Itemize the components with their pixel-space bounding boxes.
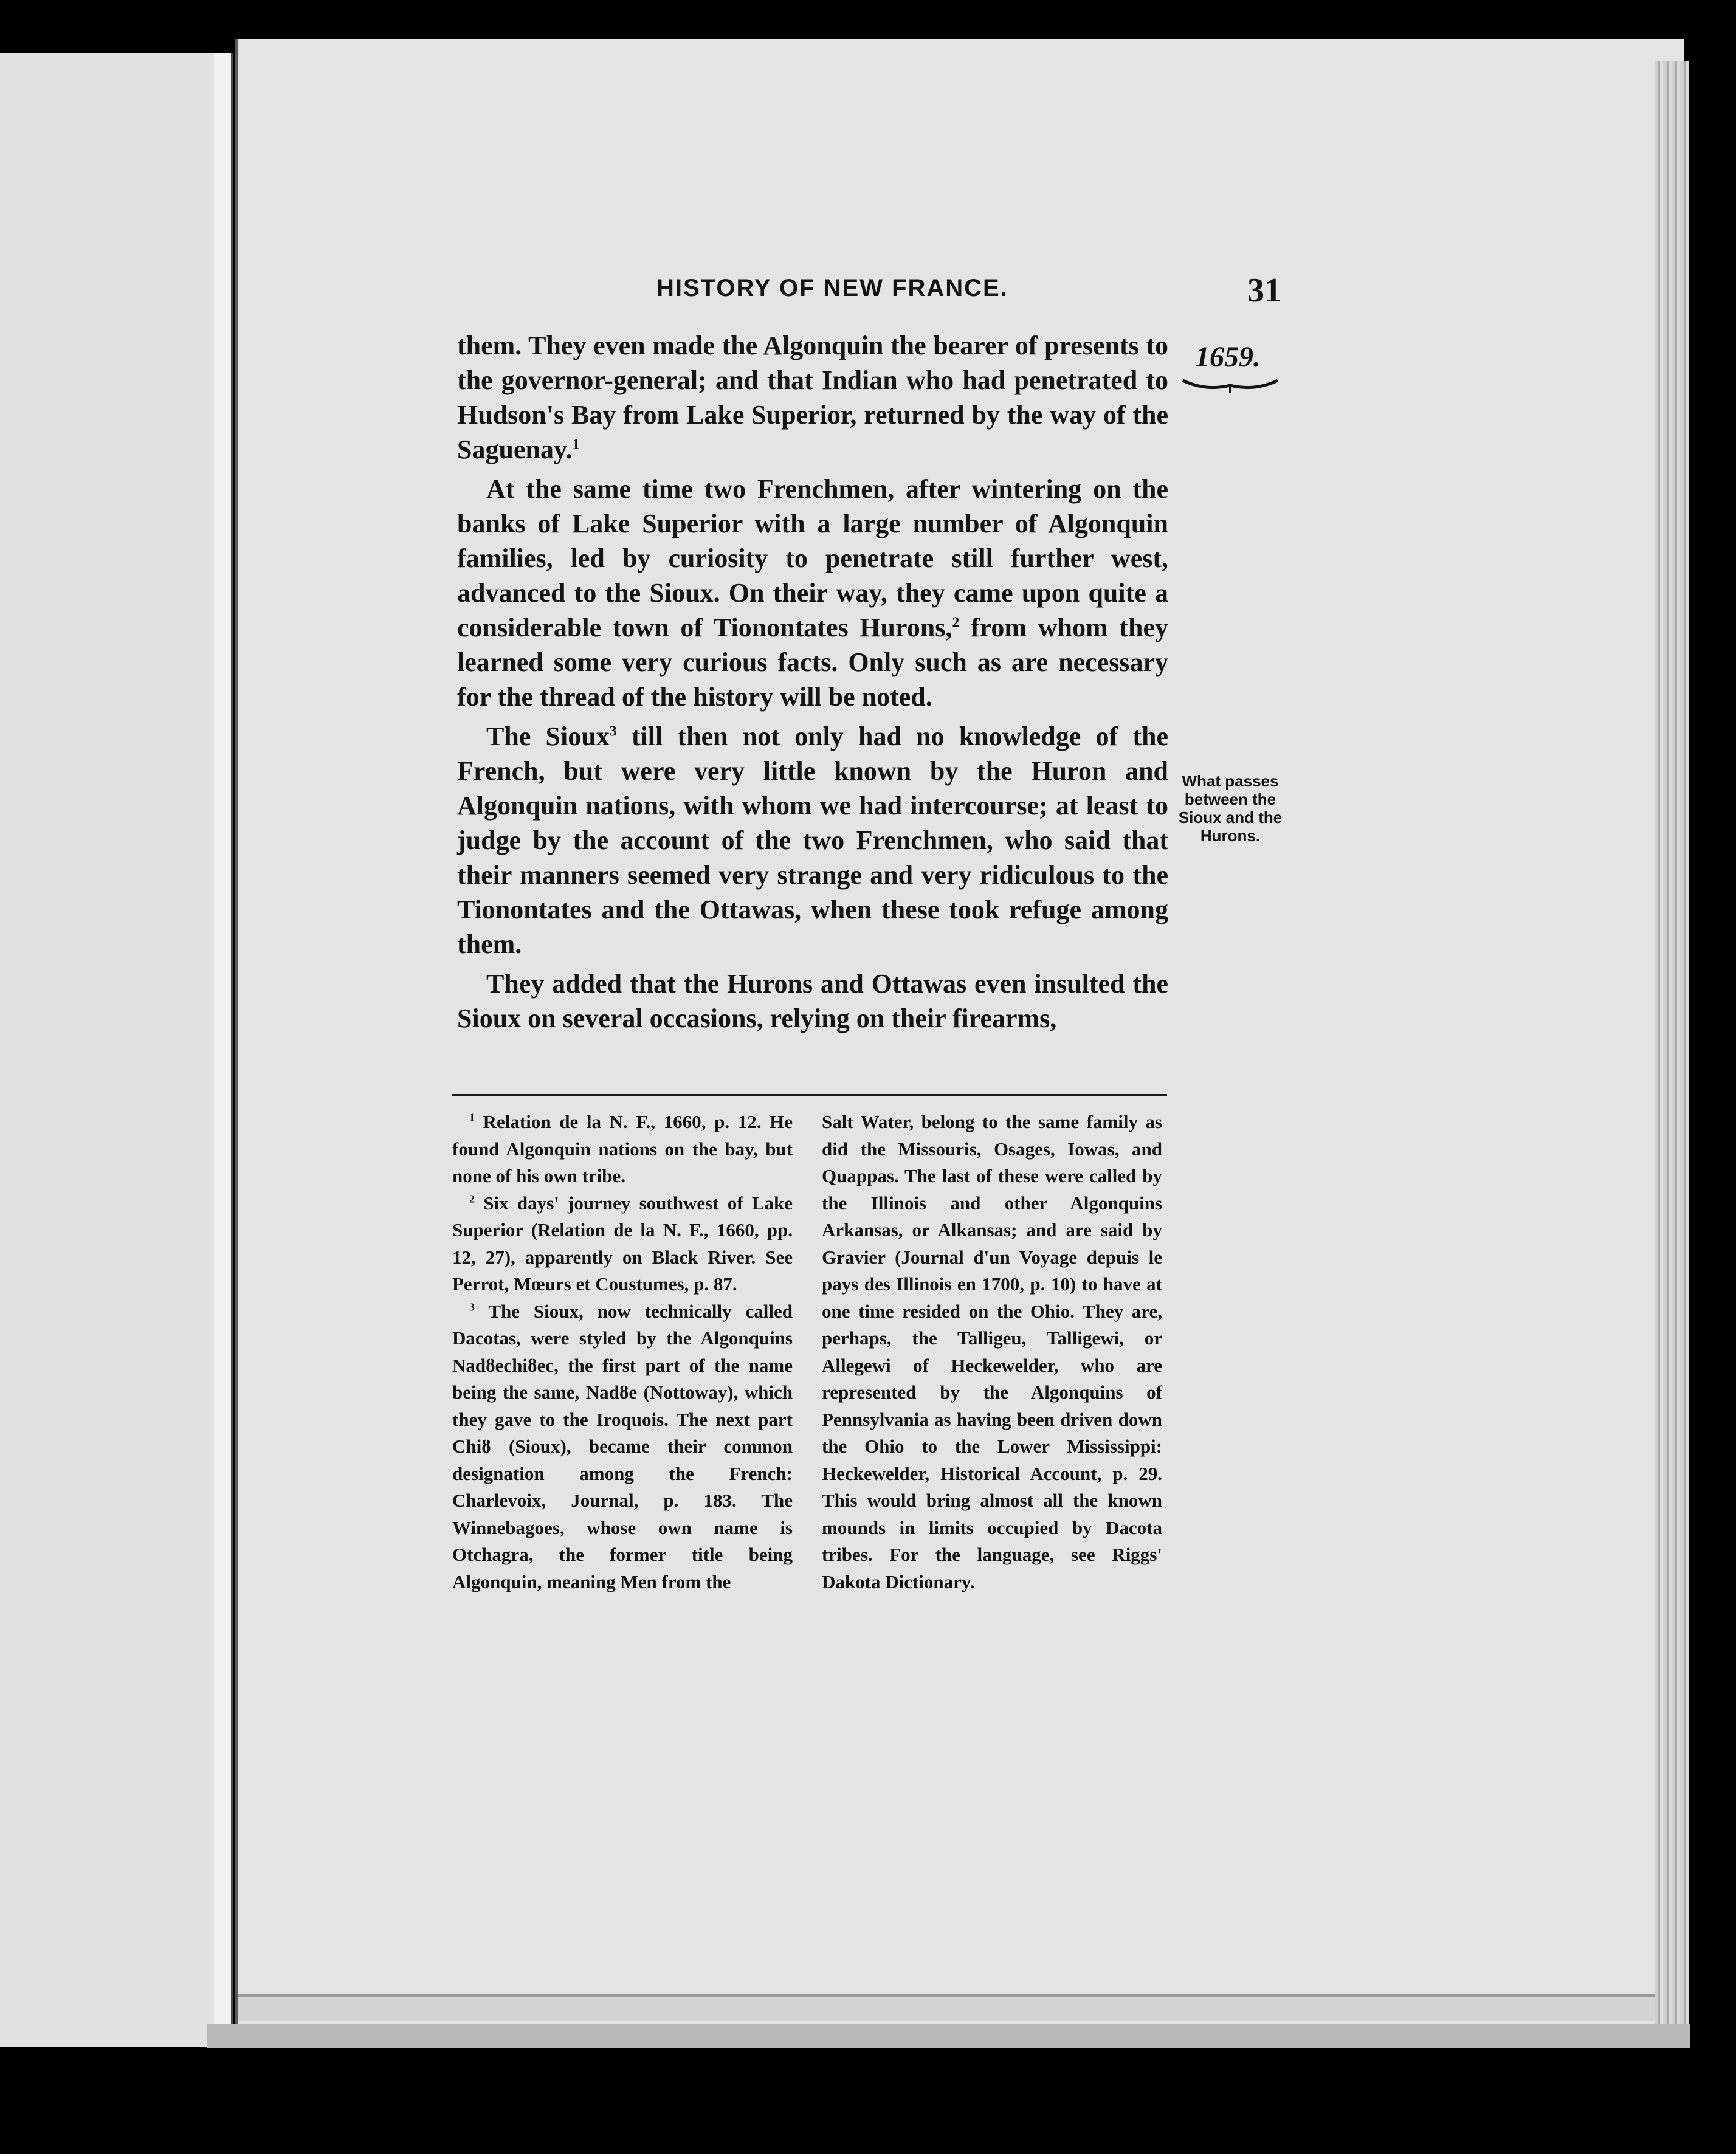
- paragraph-text: till then not only had no knowledge of the French, but were very little known by the Huron and Algonquin nations, with whom we had intercourse; at least to judge by the account of the two Frenchmen, who said that their manners seemed very strange and very ridiculous to the Tionontates and the Ottawas, when these took refuge among them.: [457, 721, 1168, 959]
- page-shadow: [207, 2024, 1690, 2048]
- left-page: [0, 53, 218, 2047]
- paragraph: [457, 966, 1168, 1036]
- paragraph: [457, 719, 1168, 962]
- footnote-3-continued: Salt Water, belong to the same family as did the Missouris, Osages, Iowas, and Quappas. The last of these were called by the Illinois and other Algonquins Arkansas, or Alkansas; and are said by Gravier (Journal d'un Voyage depuis le pays des Illinois en 1700, p. 10) to have at one time resided on the Ohio. They are, perhaps, the Talligeu, Talligewi, or Allegewi of Heckewelder, who are represented by the Algonquins of Pennsylvania as having been driven down the Ohio to the Lower Mississippi: Heckewelder, Historical Account, p. 29. This would bring almost all the known mounds in limits occupied by Dacota tribes. For the language, see Riggs' Dakota Dictionary.: [822, 1111, 1162, 1592]
- book-gutter: [214, 53, 233, 2047]
- main-text: [457, 328, 1168, 1041]
- paragraph: [457, 472, 1168, 714]
- page-bottom-edge: [238, 1994, 1655, 2021]
- footnote-text: Relation de la N. F., 1660, p. 12. He found Algonquin nations on the bay, but none of his own tribe.: [452, 1111, 793, 1186]
- footnote-text: The Sioux, now technically called Dacotas, were styled by the Algonquins Nadȣechiȣec, the first part of the name being the same, Nadȣe (Nottoway), which they gave to the Iroquois. The next part Chiȣ (Sioux), became their common designation among the French: Charlevoix, Journal, p. 183. The Winnebagoes, whose own name is Otchagra, the former title being Algonquin, meaning Men from the: [452, 1300, 793, 1592]
- running-head: HISTORY OF NEW FRANCE.: [656, 275, 1008, 301]
- footnotes-column-right: [822, 1109, 1162, 1595]
- margin-brace-ornament: [1182, 377, 1279, 395]
- paragraph-text: At the same time two Frenchmen, after wintering on the banks of Lake Superior with a large number of Algonquin families, led by curiosity to penetrate still further west, advanced to the Sioux. On their way, they came upon quite a considerable town of Tionontates Hurons,: [457, 474, 1168, 642]
- footnote-number: 1: [469, 1111, 475, 1124]
- footnote-1: [452, 1109, 793, 1190]
- page-number: 31: [1247, 272, 1281, 309]
- margin-note: What passes between the Sioux and the Hurons.: [1178, 772, 1283, 845]
- paragraph-text: from whom they learned some very curious facts. Only such as are necessary for the thread of the history will be noted.: [457, 613, 1168, 712]
- footnote-ref: 1: [572, 436, 580, 453]
- paragraph-text: The Sioux: [486, 721, 610, 751]
- page-edges: [1655, 61, 1689, 2030]
- footnote-3: [452, 1298, 793, 1596]
- margin-year: 1659.: [1195, 341, 1261, 373]
- footnote-rule: [452, 1094, 1167, 1096]
- footnote-text: Six days' journey southwest of Lake Superior (Relation de la N. F., 1660, pp. 12, 27), apparently on Black River. See Perrot, Mœurs et Coustumes, p. 87.: [452, 1192, 793, 1295]
- footnote-number: 3: [469, 1301, 475, 1313]
- footnote-ref: 3: [609, 723, 617, 740]
- footnotes-column-left: [452, 1109, 793, 1595]
- paragraph-text: They added that the Hurons and Ottawas even insulted the Sioux on several occasions, relying on their firearms,: [457, 969, 1168, 1033]
- footnote-number: 2: [469, 1192, 475, 1205]
- paragraph-text: them. They even made the Algonquin the bearer of presents to the governor-general; and that Indian who had penetrated to Hudson's Bay from Lake Superior, returned by the way of the Saguenay.: [457, 331, 1168, 464]
- paragraph: [457, 328, 1168, 467]
- footnote-ref: 2: [952, 614, 960, 631]
- footnote-2: [452, 1190, 793, 1298]
